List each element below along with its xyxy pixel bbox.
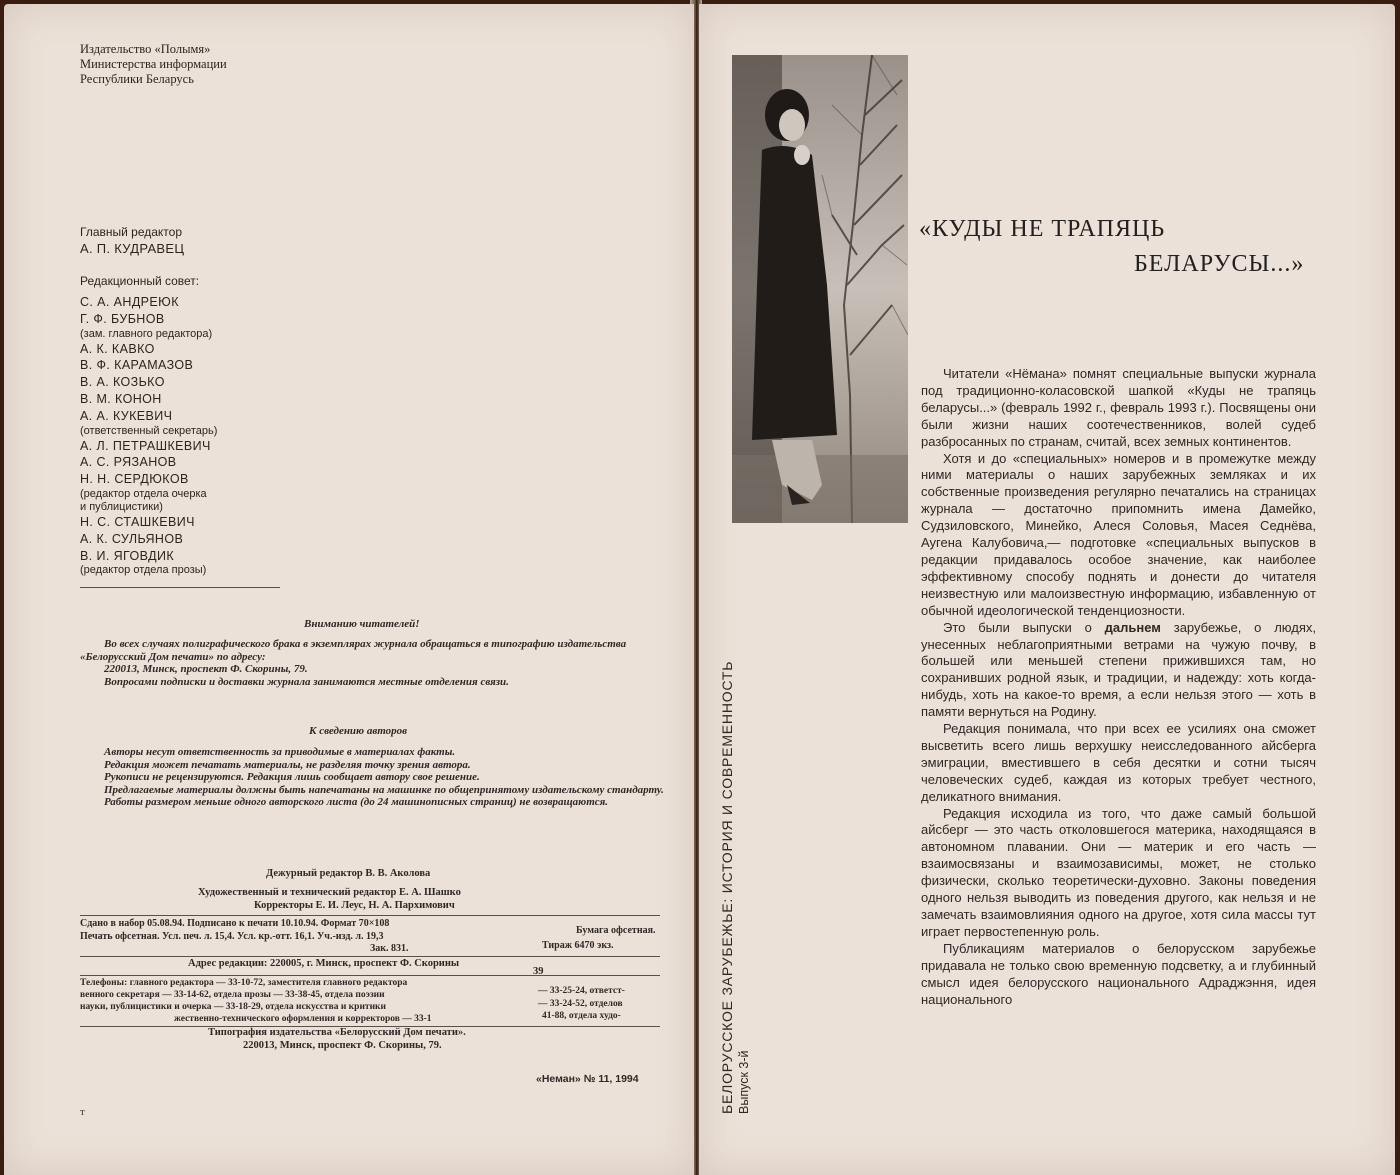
authors-paragraph: Работы размером меньше одного авторского листа (до 24 машинописных страниц) не возвращаются. [104, 796, 609, 808]
council-member: Н. Н. СЕРДЮКОВ [80, 472, 189, 487]
notice-paragraph: Вопросами подписки и доставки журнала занимаются местные отделения связи. [104, 675, 509, 688]
divider [80, 587, 280, 588]
print-info-line: Сдано в набор 05.08.94. Подписано к печати 10.10.94. Формат 70×108 [80, 918, 390, 929]
divider [80, 956, 660, 957]
article-paragraph: Редакция понимала, что при всех ее усилиях она сможет высветить всего лишь верхушку неисследованного айсберга эмиграции, вместившего в себя десятки и сотни тысяч человеческих судеб, каждая из которых требует честного, деликатного внимания. [921, 721, 1316, 804]
publisher-line: Министерства информации [80, 57, 227, 71]
notice-title: Вниманию читателей! [304, 618, 420, 630]
council-member: А. А. КУКЕВИЧ [80, 408, 173, 423]
right-page [699, 4, 1395, 1175]
typography-address: 220013, Минск, проспект Ф. Скорины, 79. [243, 1040, 442, 1051]
council-member: Н. С. СТАШКЕВИЧ [80, 514, 195, 529]
correctors: Корректоры Е. И. Леус, Н. А. Пархимович [254, 900, 455, 911]
council-member: А. К. КАВКО [80, 341, 155, 356]
publisher-line: Республики Беларусь [80, 72, 194, 86]
typography-name: Типография издательства «Белорусский Дом печати». [208, 1027, 466, 1038]
publisher-block [80, 42, 227, 87]
editorial-address-number: 39 [533, 966, 544, 977]
chief-editor-name: А. П. КУДРАВЕЦ [80, 241, 185, 256]
phones-line: жественно-технического оформления и корректоров — 33-1 [174, 1014, 432, 1024]
portrait-photo-icon [732, 55, 908, 523]
article-paragraph: Хотя и до «специальных» номеров и в промежутке между ними материалы о наших зарубежных земляках и их собственные произведения регулярно печатались на страницах журнала — достаточно припомнить имена Дамейко, Судзиловского, Минейко, Алеся Соловья, Масея Седнёва, Аугена Калубовича,— подготовке «специальных выпусков в редакции придавалось особое значение, как наиболее эффективному способу поднять и донести до читателя неизвестную или малоизвестную информацию, избавленную от обычной идеологической тенденциозности. [921, 450, 1316, 618]
council-member: В. А. КОЗЬКО [80, 375, 165, 390]
publisher-line: Издательство «Полымя» [80, 42, 211, 56]
rubric-title: БЕЛОРУССКОЕ ЗАРУБЕЖЬЕ: ИСТОРИЯ И СОВРЕМЕННОСТЬ [719, 660, 735, 1114]
council-member: А. С. РЯЗАНОВ [80, 455, 177, 470]
divider [80, 975, 660, 976]
left-page [4, 4, 694, 1175]
article-paragraph: Редакция исходила из того, что даже самый большой айсберг — это часть отколовшегося материка, находящаяся в автономном плавании. Они — материк и его часть — взаимосвязаны и взаимозависимы, может, не столько физически, сколько теоретически-духовно. Законы поведения одного нельзя выводить из поведения другого, как нельзя и не замечать взаимовлияния одного на другое, хотя сила массы тут играет первостепенную роль. [921, 805, 1316, 939]
issue-label: «Неман» № 11, 1994 [536, 1073, 639, 1085]
article-headline: «КУДЫ НЕ ТРАПЯЦЬ [919, 216, 1166, 242]
editorial-address: Адрес редакции: 220005, г. Минск, проспект Ф. Скорины [188, 958, 460, 969]
authors-paragraph: Предлагаемые материалы должны быть напечатаны на машинке по общепринятому издательскому стандарту. [104, 783, 664, 796]
council-member: В. М. КОНОН [80, 391, 162, 406]
phones-line-right: — 33-24-52, отделов [538, 999, 623, 1009]
council-member: А. К. СУЛЬЯНОВ [80, 531, 184, 546]
order-number: Зак. 831. [370, 943, 409, 954]
divider [80, 915, 660, 916]
authors-title: К сведению авторов [309, 725, 408, 737]
rubric-issue: Выпуск 3-й [737, 1050, 751, 1114]
notice-body [80, 638, 664, 688]
council-member: Г. Ф. БУБНОВ [80, 311, 165, 326]
council-member-role: (ответственный секретарь) [80, 424, 218, 437]
article-text: Это были выпуски о [943, 619, 1105, 635]
article-paragraph [921, 620, 1316, 721]
authors-paragraph: Рукописи не рецензируются. Редакция лишь сообщает автору свое решение. [104, 771, 480, 783]
council-list [80, 294, 290, 577]
council-member-role: (редактор отдела прозы) [80, 564, 207, 577]
article-body [921, 366, 1316, 1008]
duty-editor: Дежурный редактор В. В. Аколова [266, 868, 431, 879]
phones-line-right: 41-88, отдела худо- [542, 1011, 621, 1021]
phones-line-right: — 33-25-24, ответст- [538, 986, 625, 996]
council-member: В. И. ЯГОВДИК [80, 548, 175, 563]
council-title: Редакционный совет: [80, 274, 200, 288]
print-info-run: Тираж 6470 экз. [542, 940, 614, 951]
authors-body [80, 746, 664, 809]
article-headline: БЕЛАРУСЫ...» [1134, 251, 1305, 277]
council-member: С. А. АНДРЕЮК [80, 295, 179, 309]
notice-address: 220013, Минск, проспект Ф. Скорины, 79. [104, 663, 308, 675]
phones-line: венного секретаря — 33-14-62, отдела прозы — 33-38-45, отдела поэзии [80, 990, 385, 1000]
article-paragraph: Публикациям материалов о белорусском зарубежье придавала не только свою временную подсветку, а и глубинный смысл идея белорусского национального Адраджэння, идея национального [921, 940, 1316, 1007]
council-member-role: и публицистики) [80, 500, 163, 513]
article-emphasis: дальнем [1104, 619, 1161, 635]
authors-paragraph: Авторы несут ответственность за приводимые в материалах факты. [104, 746, 456, 758]
notice-paragraph: Во всех случаях полиграфического брака в экземплярах журнала обращаться в типографию издательства «Белорусский Дом печати» по адресу: [80, 638, 627, 663]
phones-line: науки, публицистики и очерка — 33-18-29, отдела искусства и критики [80, 1002, 386, 1012]
council-member: В. Ф. КАРАМАЗОВ [80, 358, 194, 373]
council-member-role: (редактор отдела очерка [80, 487, 207, 500]
section-rubric [719, 594, 751, 1114]
article-paragraph: Читатели «Нёмана» помнят специальные выпуски журнала под традиционно-коласовской шапкой «Куды не трапяць беларусы...» (февраль 1992 г., февраль 1993 г.). Посвящены они были жизни наших соотечественников, волей судеб разбросанных по странам, считай, всех земных континентов. [921, 366, 1316, 449]
tech-editor: Художественный и технический редактор Е. А. Шашко [198, 887, 461, 898]
council-member: А. Л. ПЕТРАШКЕВИЧ [80, 438, 211, 453]
print-info-line: Печать офсетная. Усл. печ. л. 15,4. Усл. кр.-отт. 16,1. Уч.-изд. л. 19,3 [80, 931, 384, 942]
council-member-role: (зам. главного редактора) [80, 327, 213, 340]
corner-mark: т [80, 1106, 85, 1118]
article-text: зарубежье, о людях, унесенных неблагоприятными ветрами на чужую почву, в большей или меньшей степени прижившихся там, но сохранивших родной язык, и традиции, и надежду: хоть когда-нибудь, хоть на какое-то время, а если нельзя этого — хоть в памяти вернуться на Родину. [921, 619, 1317, 720]
chief-editor-title: Главный редактор [80, 225, 183, 239]
authors-paragraph: Редакция может печатать материалы, не разделяя точку зрения автора. [104, 758, 471, 771]
print-info-paper: Бумага офсетная. [576, 925, 656, 936]
phones-line: Телефоны: главного редактора — 33-10-72, заместителя главного редактора [80, 978, 408, 988]
